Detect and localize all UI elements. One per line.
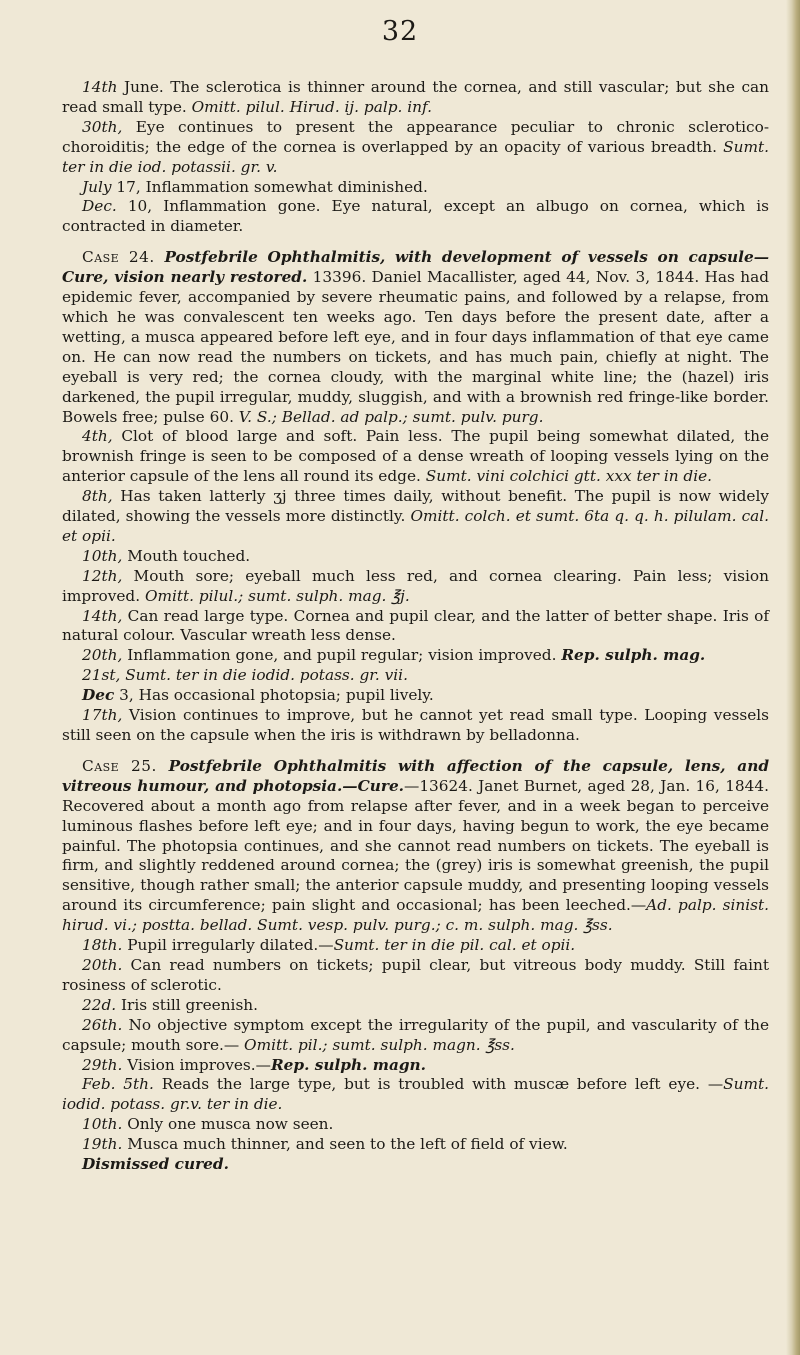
italic-text: 21st,: [82, 666, 121, 685]
paragraph: [62, 178, 769, 198]
italic-text: 4th,: [82, 427, 113, 446]
paragraph: [62, 996, 769, 1016]
paragraph: [62, 1056, 769, 1076]
italic-text: Ad. palp. sinist. hirud. vi.; postta. bellad. Sumt. vesp. pulv. purg.; c. m. sulph. mag. ℥ss.: [62, 896, 770, 935]
paragraph: [62, 118, 769, 178]
text-run: Musca much thinner, and seen to the left of field of view.: [122, 1135, 568, 1154]
body-text: [62, 78, 769, 1175]
text-run: Vision continues to improve, but he cannot yet read small type. Looping vessels still seen on the capsule when the iris is withdrawn by belladonna.: [62, 706, 769, 744]
italic-text: Sumt. ter in die pil. cal. et opii.: [333, 936, 576, 955]
paragraph: [62, 248, 769, 427]
text-run: June. The sclerotica is thinner around the cornea, and still vascular; but she can read small type.: [62, 78, 769, 116]
italic-text: 14th,: [82, 606, 123, 625]
text-run: Eye continues to present the appearance peculiar to chronic sclerotico-choroiditis; the edge of the cornea is overlapped by an opacity of various breadth.: [62, 117, 769, 156]
italic-text: 12th,: [82, 566, 123, 585]
text-run: Only one musca now seen.: [122, 1115, 334, 1134]
paragraph: [62, 1155, 769, 1175]
italic-text: 17th,: [82, 706, 123, 725]
text-run: Has taken latterly ʒj three times daily, without benefit. The pupil is now widely dilated, showing the vessels more distinctly.: [62, 487, 769, 526]
bold-italic-text: Postfebrile Ophthalmitis with affection of the capsule, lens, and vitreous humour, and photopsia.—Cure.: [62, 756, 770, 795]
italic-text: Feb. 5th.: [82, 1075, 154, 1094]
italic-text: Omitt. pil.; sumt. sulph. magn. ℥ss.: [244, 1035, 515, 1054]
paragraph: [62, 1135, 769, 1155]
italic-text: 18th.: [82, 936, 123, 955]
text-run: —13624. Janet Burnet, aged 28, Jan. 16, 1844. Recovered about a month ago from relapse after fever, and in a week began to perceive luminous flashes before left eye; and in four days, having begun to work, the eye became painful. The photopsia continues, and she cannot read numbers on tickets. The eyeball is firm, and slightly reddened around cornea; the (grey) iris is somewhat greenish, the pupil sensitive, though rather small; the anterior capsule muddy, and presenting looping vessels around its circumference; pain slight and occasional; has been leeched.—: [62, 776, 769, 915]
italic-text: 20th.: [82, 955, 123, 974]
text-run: Pupil irregularly dilated.—: [122, 936, 334, 955]
italic-text: 30th,: [82, 117, 123, 136]
italic-text: Sumt. ter in die iodid. potass. gr. vii.: [125, 666, 408, 685]
text-run: No objective symptom except the irregularity of the pupil, and vascularity of the capsule; mouth sore.—: [62, 1015, 769, 1054]
italic-text: 29th.: [82, 1055, 123, 1074]
text-run: Can read large type. Cornea and pupil clear, and the latter of better shape. Iris of natural colour. Vascular wreath less dense.: [62, 606, 769, 645]
paragraph: [62, 757, 769, 936]
text-run: Clot of blood large and soft. Pain less. The pupil being somewhat dilated, the brownish fringe is seen to be composed of a dense wreath of looping vessels lying on the anterior capsule of the lens all round its edge.: [62, 427, 769, 486]
bold-italic-text: Rep. sulph. mag.: [561, 646, 706, 665]
bold-italic-text: Dec: [82, 686, 115, 705]
page-number: 32: [381, 16, 419, 47]
italic-text: 14th: [82, 78, 118, 96]
italic-text: Dec.: [82, 197, 117, 216]
paragraph: [62, 686, 769, 706]
italic-text: 10th.: [82, 1115, 123, 1134]
italic-text: 19th.: [82, 1135, 123, 1154]
text-run: Mouth touched.: [122, 546, 251, 565]
italic-text: July: [82, 177, 112, 196]
italic-text: Sumt. vini colchici gtt. xxx ter in die.: [425, 467, 713, 486]
paragraph: [62, 1016, 769, 1056]
paragraph: [62, 646, 769, 666]
text-run: Can read numbers on tickets; pupil clear, but vitreous body muddy. Still faint rosiness of sclerotic.: [62, 955, 769, 994]
paragraph: [62, 1115, 769, 1135]
page-edge-shadow: [786, 0, 800, 1355]
italic-text: Sumt. ter in die iod. potassii. gr. v.: [62, 137, 769, 176]
text-run: Iris still greenish.: [116, 995, 259, 1014]
paragraph: [62, 1075, 769, 1115]
paragraph: [62, 197, 769, 237]
bold-italic-text: Dismissed cured.: [82, 1155, 229, 1174]
italic-text: 8th,: [82, 487, 113, 506]
text-run: Inflammation gone, and pupil regular; vision improved.: [122, 646, 562, 665]
paragraph: [62, 666, 769, 686]
text-run: Vision improves.—: [122, 1055, 271, 1074]
italic-text: Omitt. colch. et sumt. 6ta q. q. h. pilulam. cal. et opii.: [62, 507, 770, 545]
paragraph: [62, 78, 769, 118]
italic-text: 26th.: [82, 1015, 123, 1034]
text-run: Reads the large type, but is troubled with muscæ before left eye. —: [153, 1075, 724, 1094]
italic-text: Sumt. iodid. potass. gr.v. ter in die.: [62, 1075, 769, 1114]
italic-text: V. S.; Bellad. ad palp.; sumt. pulv. purg.: [238, 407, 544, 426]
italic-text: Omitt. pilul.; sumt. sulph. mag. ℥j.: [144, 586, 410, 605]
case-heading: Case 25.: [82, 756, 169, 775]
paragraph: [62, 956, 769, 996]
italic-text: 10th,: [82, 546, 123, 565]
text-run: 13396. Daniel Macallister, aged 44, Nov. 3, 1844. Has had epidemic fever, accompanied by severe rheumatic pains, and followed by a relapse, from which he was convalescent ten weeks ago. Ten days before the present date, after a wetting, a musca appeared before left eye, and in four days inflammation of that eye came on. He can now read the numbers on tickets, and has much pain, chiefly at night. The eyeball is very red; the cornea cloudy, with the marginal white line; the (hazel) iris darkened, the pupil irregular, muddy, sluggish, and with a brownish red fringe-like border. Bowels free; pulse 60.: [62, 268, 769, 426]
text-run: 3, Has occasional photopsia; pupil lively.: [114, 686, 434, 705]
paragraph: [62, 567, 769, 607]
text-run: 10, Inflammation gone. Eye natural, except an albugo on cornea, which is contracted in diameter.: [62, 197, 769, 236]
paragraph: [62, 607, 769, 647]
paragraph: [62, 427, 769, 487]
italic-text: 20th,: [82, 646, 123, 665]
bold-italic-text: Postfebrile Ophthalmitis, with development of vessels on capsule—Cure, vision nearly restored.: [62, 248, 770, 287]
text-run: 17, Inflammation somewhat diminished.: [111, 177, 428, 196]
text-run: Mouth sore; eyeball much less red, and cornea clearing. Pain less; vision improved.: [62, 566, 769, 605]
italic-text: 22d.: [82, 995, 117, 1014]
bold-italic-text: Rep. sulph. magn.: [270, 1055, 426, 1074]
paragraph: [62, 706, 769, 746]
paragraph: [62, 487, 769, 547]
paragraph: [62, 547, 769, 567]
italic-text: Omitt. pilul. Hirud. ij. palp. inf.: [191, 97, 432, 116]
paragraph: [62, 936, 769, 956]
case-heading: Case 24.: [82, 248, 165, 267]
